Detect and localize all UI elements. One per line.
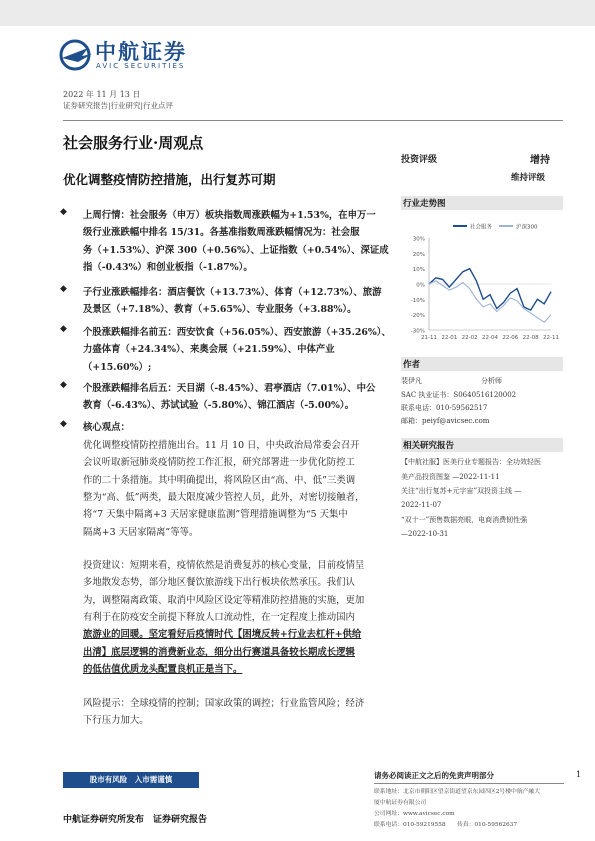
y-tick-label: 30% [412, 236, 425, 243]
related-line: 美产品投资图鉴 —2022-11-11 [401, 472, 500, 481]
report-date: 2022 年 11 月 13 日 [63, 90, 141, 99]
rating-value: 增持 [530, 155, 550, 166]
x-tick-label: 21-11 [421, 335, 437, 341]
disclaimer-note: 请务必阅读正文之后的免责声明部分 [374, 771, 494, 780]
legend-label: 沪深300 [516, 224, 538, 231]
trend-header [401, 196, 563, 210]
x-tick-label: 22-06 [502, 335, 519, 341]
paragraph-line: 投资建议：短期来看，疫情依然是消费复苏的核心变量，目前疫情呈 [83, 560, 365, 571]
x-tick-label: 22-11 [543, 335, 559, 341]
divider [63, 120, 563, 121]
paragraph-line: 作的二十条措施。其中明确提出，将风险区由“高、中、低”三类调 [83, 474, 356, 486]
page-title: 社会服务行业·周观点 [63, 134, 204, 152]
y-tick-label: -30% [410, 328, 425, 335]
related-line: 关注“出行复苏+元宇宙”双投资主线 — [401, 487, 522, 495]
footer-divider [374, 783, 564, 784]
breadcrumb: 证券研究报告|行业研究|行业点评 [63, 101, 174, 110]
related-line: 【中航社服】医美行业专题报告：全功效轻医 [401, 458, 541, 466]
paragraph-line: 将“7 天集中隔离+3 天居家健康监测”管理措施调整为“5 天集中 [83, 509, 348, 521]
publisher-line: 中航证券研究所发布 证券研究报告 [63, 815, 208, 825]
contact-line: 联系地址：北京市朝阳区望京街道望京东园四区2号楼中航产融大 [374, 789, 541, 795]
related-line: 2022-11-07 [401, 500, 442, 509]
paragraph-line: 风险提示：全球疫情的控制；国家政策的调控；行业监管风险；经济 [83, 698, 365, 709]
page-number: 1 [576, 770, 582, 779]
author-title: 作者 [403, 360, 421, 370]
risk-banner: 股市有风险 入市需谨慎 [63, 772, 199, 788]
bullet-marker: ◆ [60, 284, 67, 294]
contact-line: 联系电话：010-59219558 传真：010-59562637 [374, 822, 518, 828]
paragraph-line: 旅游业的回暖。坚定看好后疫情时代【困境反转+行业去杠杆+供给 [83, 629, 362, 641]
related-header [401, 438, 563, 452]
bullet-line: 核心观点： [83, 422, 130, 433]
related-line: “双十一”预售数据亮眼，电商消费韧性强 [401, 516, 528, 524]
contact-line: 厦中航证券有限公司 [374, 800, 427, 806]
bullet-marker: ◆ [60, 207, 67, 217]
trend-title: 行业走势图 [403, 199, 446, 209]
rating-label: 投资评级 [401, 155, 438, 165]
paragraph-line: 出清】底层逻辑的消费新业态，细分出行赛道具备较长期成长逻辑 [83, 646, 355, 658]
x-tick-label: 22-02 [461, 335, 478, 341]
bullet-line: 个股涨跌幅排名前五：西安饮食（+56.05%）、西安旅游（+35.26%）、 [83, 327, 391, 338]
author-line: 联系电话：010-59562517 [401, 404, 488, 412]
paragraph-line: 优化调整疫情防控措施出台。11 月 10 日，中央政治局常委会召开 [83, 440, 360, 451]
author-name: 裴伊凡 [401, 377, 422, 385]
y-tick-label: 10% [412, 267, 425, 274]
x-tick-label: 22-01 [441, 335, 458, 341]
x-tick-label: 22-08 [522, 335, 539, 341]
bullet-line: 教育（-6.43%）、苏试试验（-5.80%）、锦江酒店（-5.00%）。 [83, 400, 354, 412]
bullet-line: 及景区（+7.18%）、教育（+5.65%）、专业服务（+3.88%）。 [83, 304, 357, 316]
y-tick-label: 0% [416, 282, 425, 289]
bullet-line: 上周行情：社会服务（申万）板块指数周涨跌幅为+1.53%，在申万一 [83, 210, 376, 221]
paragraph-line: 的低估值优质龙头配置良机正是当下。 [83, 663, 243, 675]
series-line-1 [429, 281, 551, 322]
top-band [0, 0, 595, 26]
avic-logo-icon [58, 38, 94, 72]
logo-text: 中航证券 [95, 40, 187, 64]
logo-english: AVIC SECURITIES [96, 62, 186, 70]
paragraph-line: 下行压力加大。 [83, 715, 149, 727]
bullet-marker: ◆ [60, 324, 67, 334]
paragraph-line: 为，调整隔离政策、取消中风险区设定等精准防控措施的实施，更加 [83, 594, 365, 606]
author-header [401, 357, 563, 371]
y-tick-label: 20% [412, 251, 425, 258]
legend-label: 社会服务 [470, 224, 493, 231]
y-tick-label: -20% [410, 313, 425, 320]
related-title: 相关研究报告 [403, 441, 455, 451]
related-line: —2022-10-31 [401, 529, 449, 538]
paragraph-line: 隔离+3 天居家隔离”等等。 [83, 526, 199, 538]
page-subtitle: 优化调整疫情防控措施，出行复苏可期 [63, 172, 276, 187]
paragraph-line: 整为“高、低”两类，最大限度减少管控人员，此外，对密切接触者， [83, 491, 365, 503]
paragraph-line: 会议听取新冠肺炎疫情防控工作汇报，研究部署进一步优化防控工 [83, 457, 355, 469]
author-line: 邮箱：peiyf@avicsec.com [401, 417, 490, 425]
y-tick-label: -10% [410, 297, 425, 304]
rating-status: 维持评级 [511, 173, 546, 183]
paragraph-line: 有利于在防疫安全前提下释放人口流动性，在一定程度上推动国内 [83, 611, 355, 623]
bullet-marker: ◆ [60, 380, 67, 390]
bullet-line: 务（+1.53%）、沪深 300（+0.56%）、上证指数（+0.54%）、深证成 [83, 244, 389, 256]
bullet-line: 指（-0.43%）和创业板指（-1.87%）。 [83, 261, 253, 273]
author-role: 分析师 [481, 377, 502, 385]
x-tick-label: 22-04 [482, 335, 498, 341]
author-line: SAC 执业证书：S0640516120002 [401, 391, 517, 399]
bullet-marker: ◆ [60, 419, 67, 429]
bullet-line: 力盛体育（+24.34%）、来奥会展（+21.59%）、中体产业 [83, 344, 335, 356]
bullet-line: （+15.60%）; [83, 361, 152, 373]
bullet-line: 个股涨跌幅排名后五：天目湖（-8.45%）、君亭酒店（7.01%）、中公 [83, 383, 376, 394]
bullet-line: 子行业涨跌幅排名：酒店餐饮（+13.73%）、体育（+12.73%）、旅游 [83, 287, 382, 298]
contact-line: 公司网址：www.avicsec.com [374, 811, 455, 817]
bullet-line: 级行业涨跌幅中排名 15/31。各基准指数周涨跌幅情况为：社会服 [83, 227, 360, 239]
industry-trend-chart [401, 214, 563, 349]
paragraph-line: 多地散发态势，部分地区餐饮旅游线下出行板块依然承压。我们认 [83, 577, 355, 589]
